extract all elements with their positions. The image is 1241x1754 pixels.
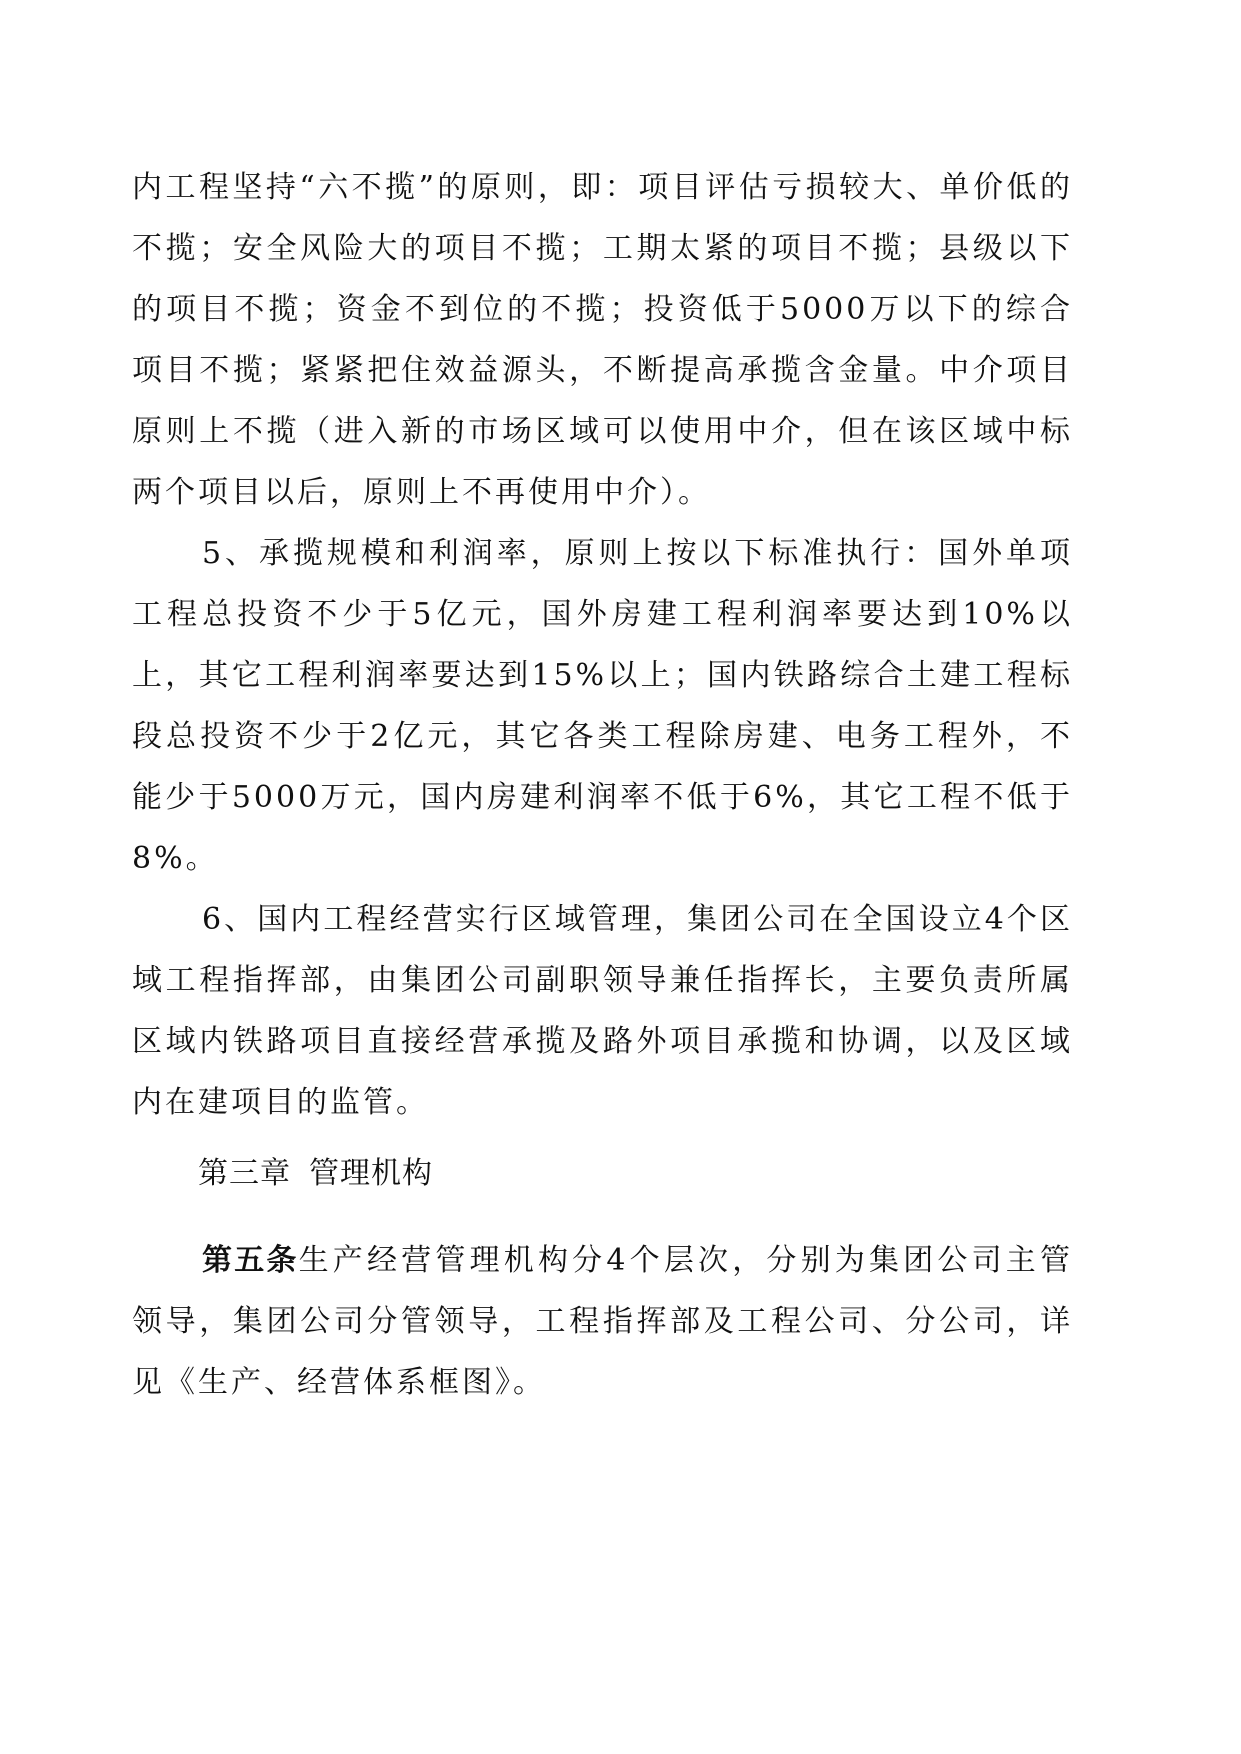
paragraph-six-no-contract-principle: 内工程坚持“六不揽”的原则，即：项目评估亏损较大、单价低的不揽；安全风险大的项目不揽；工期太紧的项目不揽；县级以下的项目不揽；资金不到位的不揽；投资低于5000万以下的综合项目不揽；紧紧把住效益源头，不断提高承揽含金量。中介项目原则上不揽（进入新的市场区域可以使用中介，但在该区域中标两个项目以后，原则上不再使用中介）。	[132, 170, 1073, 510]
article-5-paragraph	[132, 1230, 1073, 1413]
chapter-title: 管理机构	[309, 1156, 433, 1191]
chapter-number: 第三章	[198, 1156, 291, 1191]
article-label: 第五条	[202, 1243, 299, 1278]
document-body	[132, 157, 1073, 1413]
article-text: 生产经营管理机构分4个层次，分别为集团公司主管领导，集团公司分管领导，工程指挥部及工程公司、分公司，详见《生产、经营体系框图》。	[132, 1243, 1073, 1400]
paragraph-item-6-regional-management: 6、国内工程经营实行区域管理，集团公司在全国设立4个区域工程指挥部，由集团公司副职领导兼任指挥长，主要负责所属区域内铁路项目直接经营承揽及路外项目承揽和协调，以及区域内在建项目的监管。	[132, 902, 1073, 1120]
paragraph-item-5-scale-and-profit: 5、承揽规模和利润率，原则上按以下标准执行：国外单项工程总投资不少于5亿元，国外房建工程利润率要达到10%以上，其它工程利润率要达到15%以上；国内铁路综合土建工程标段总投资不少于2亿元，其它各类工程除房建、电务工程外，不能少于5000万元，国内房建利润率不低于6%，其它工程不低于8%。	[132, 536, 1073, 876]
chapter-heading	[132, 1136, 1073, 1212]
